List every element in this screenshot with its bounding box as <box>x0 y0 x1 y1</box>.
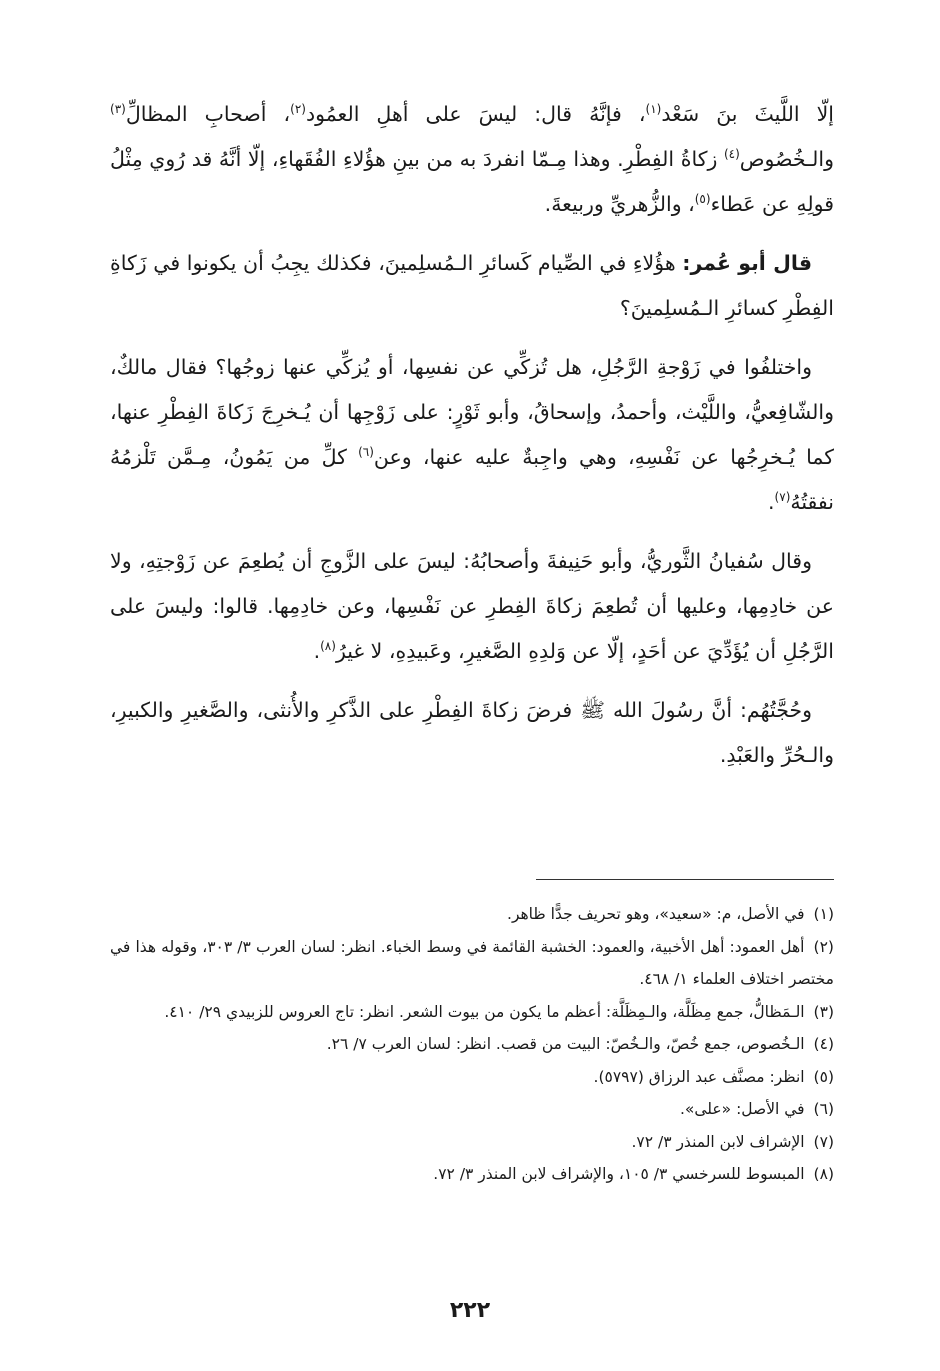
text-run: هؤُلاءِ في الصِّيام كَسائرِ الـمُسلِمينَ، فكذلك يجِبُ أن يكونوا في زَكاةِ الفِطْرِ كسائرِ الـمُسلِمينَ؟ <box>110 251 834 320</box>
footnote-separator <box>536 879 834 880</box>
text-run: ، والزُّهريِّ وربيعةَ. <box>544 192 695 216</box>
footnote-item <box>110 1061 834 1094</box>
paragraph <box>110 92 834 227</box>
footnote-number: (٧) <box>813 1132 834 1151</box>
footnote-number: (٨) <box>813 1165 834 1183</box>
footnote-item <box>110 931 834 996</box>
text-run: والـخُصُوص <box>739 147 834 171</box>
page-number: ٢٢٢ <box>449 1298 491 1323</box>
text-run: إلّا اللَّيثَ بنَ سَعْد <box>661 102 834 126</box>
text-run: وحُجَّتُهُم: أنَّ رسُولَ الله ﷺ فرضَ زكاةَ الفِطْرِ على الذَّكرِ والأُنثى، والصَّغيرِ والكبيرِ، والـحُرِّ والعَبْدِ. <box>110 698 834 767</box>
footnote-marker: (٥) <box>694 192 711 207</box>
text-run: كلِّ من يَمُونُ، مِـمَّن تَلْزمُهُ نفقتُهُ <box>110 445 834 514</box>
text-run: واختلفُوا في زَوْجةِ الرَّجُلِ، هل تُزكِّي عن نفسِها، أو يُزكِّي عنها زوجُها؟ فقال مالكٌ، والشّافِعيُّ، واللَّيْث، وأحمدُ، وإسحاقُ، وأبو ثَوْرٍ: على زَوْجِها أن يُـخرِجَ زَكاةَ الفِطْرِ عنها، كما يُـخرِجُها عن نَفْسِهِ، وهي واجِبةٌ عليه عنها، وعن <box>110 355 834 469</box>
main-text <box>110 92 834 778</box>
text-run: . <box>313 639 321 663</box>
footnote-number: (٦) <box>813 1100 834 1118</box>
footnote-marker: (١) <box>645 102 662 117</box>
book-page <box>110 92 834 1352</box>
text-run: ، أصحابِ المظالِّ <box>125 102 291 126</box>
paragraph <box>110 345 834 525</box>
footnote-marker: (٧) <box>774 490 791 505</box>
footnote-item <box>110 996 834 1029</box>
footnote-text: في الأصل: «على». <box>679 1100 805 1118</box>
text-run: وقال سُفيانُ الثَّوريُّ، وأبو حَنِيفةَ وأصحابُهُ: ليسَ على الزَّوجِ أن يُطعِمَ عن زَوْجتِهِ، ولا عن خادِمِها، وعليها أن تُطعِمَ زكاةَ الفِطرِ عن نَفْسِها، وعن خادِمِها. قالوا: وليسَ على الرَّجُلِ أن يُؤَدِّيَ عن أحَدٍ، إلّا عن وَلدِهِ الصَّغيرِ، وعَبيدِهِ، لا غيرُ <box>110 549 834 663</box>
paragraph <box>110 688 834 778</box>
footnote-item <box>110 1126 834 1159</box>
footnote-item <box>110 1028 834 1061</box>
footnote-marker: (٣) <box>110 102 126 117</box>
footnote-text: في الأصل، م: «سعيد»، وهو تحريف جدًّا ظاهر. <box>507 905 805 923</box>
footnote-number: (٢) <box>813 937 834 956</box>
paragraph <box>110 241 834 331</box>
footnote-number: (٣) <box>813 1002 834 1021</box>
text-run: ، فإنَّهُ قال: ليسَ على أهلِ العمُود <box>305 102 646 126</box>
footnote-text: أهل العمود: أهل الأخبية، والعمود: الخشبة القائمة في وسط الخباء. انظر: لسان العرب ٣/ ٣٠٣، وقوله هذا في مختصر اختلاف العلماء ١/ ٤٦٨. <box>110 937 834 988</box>
footnote-marker: (٢) <box>290 102 306 117</box>
footnotes <box>110 898 834 1191</box>
footnote-number: (١) <box>813 905 834 923</box>
footnote-number: (٥) <box>813 1067 834 1086</box>
footnote-item <box>110 898 834 931</box>
footnote-number: (٤) <box>813 1035 834 1053</box>
paragraph <box>110 539 834 674</box>
footnote-text: المبسوط للسرخسي ٣/ ١٠٥، والإشراف لابن المنذر ٣/ ٧٢. <box>433 1165 805 1183</box>
footnote-item <box>110 1158 834 1191</box>
footnote-text: الـمَظالُّ، جمع مِظَلَّة، والـمِظَلَّة: أعظم ما يكون من بيوت الشعر. انظر: تاج العروس للزبيدي ٢٩/ ٤١٠. <box>164 1002 805 1021</box>
footnote-item <box>110 1093 834 1126</box>
text-run: زكاةُ الفِطْرِ. وهذا مِـمّا انفردَ به من بينِ هؤُلاءِ الفُقَهاءِ، إلّا أنَّهُ قد رُوي مِثْلُ قولِهِ عن عَطاء <box>110 147 834 216</box>
footnote-text: الـخُصوص، جمع خُصّ، والـخُصّ: البيت من قصب. انظر: لسان العرب ٧/ ٢٦. <box>326 1035 805 1053</box>
footnote-text: الإشراف لابن المنذر ٣/ ٧٢. <box>631 1132 805 1151</box>
footnote-text: انظر: مصنَّف عبد الرزاق (٥٧٩٧). <box>593 1067 805 1086</box>
text-run: . <box>768 490 775 514</box>
footnote-marker: (٨) <box>320 639 336 654</box>
footnote-marker: (٤) <box>723 147 740 162</box>
bold-lead: قال أبو عُمر: <box>682 251 812 275</box>
footnote-marker: (٦) <box>358 445 374 460</box>
